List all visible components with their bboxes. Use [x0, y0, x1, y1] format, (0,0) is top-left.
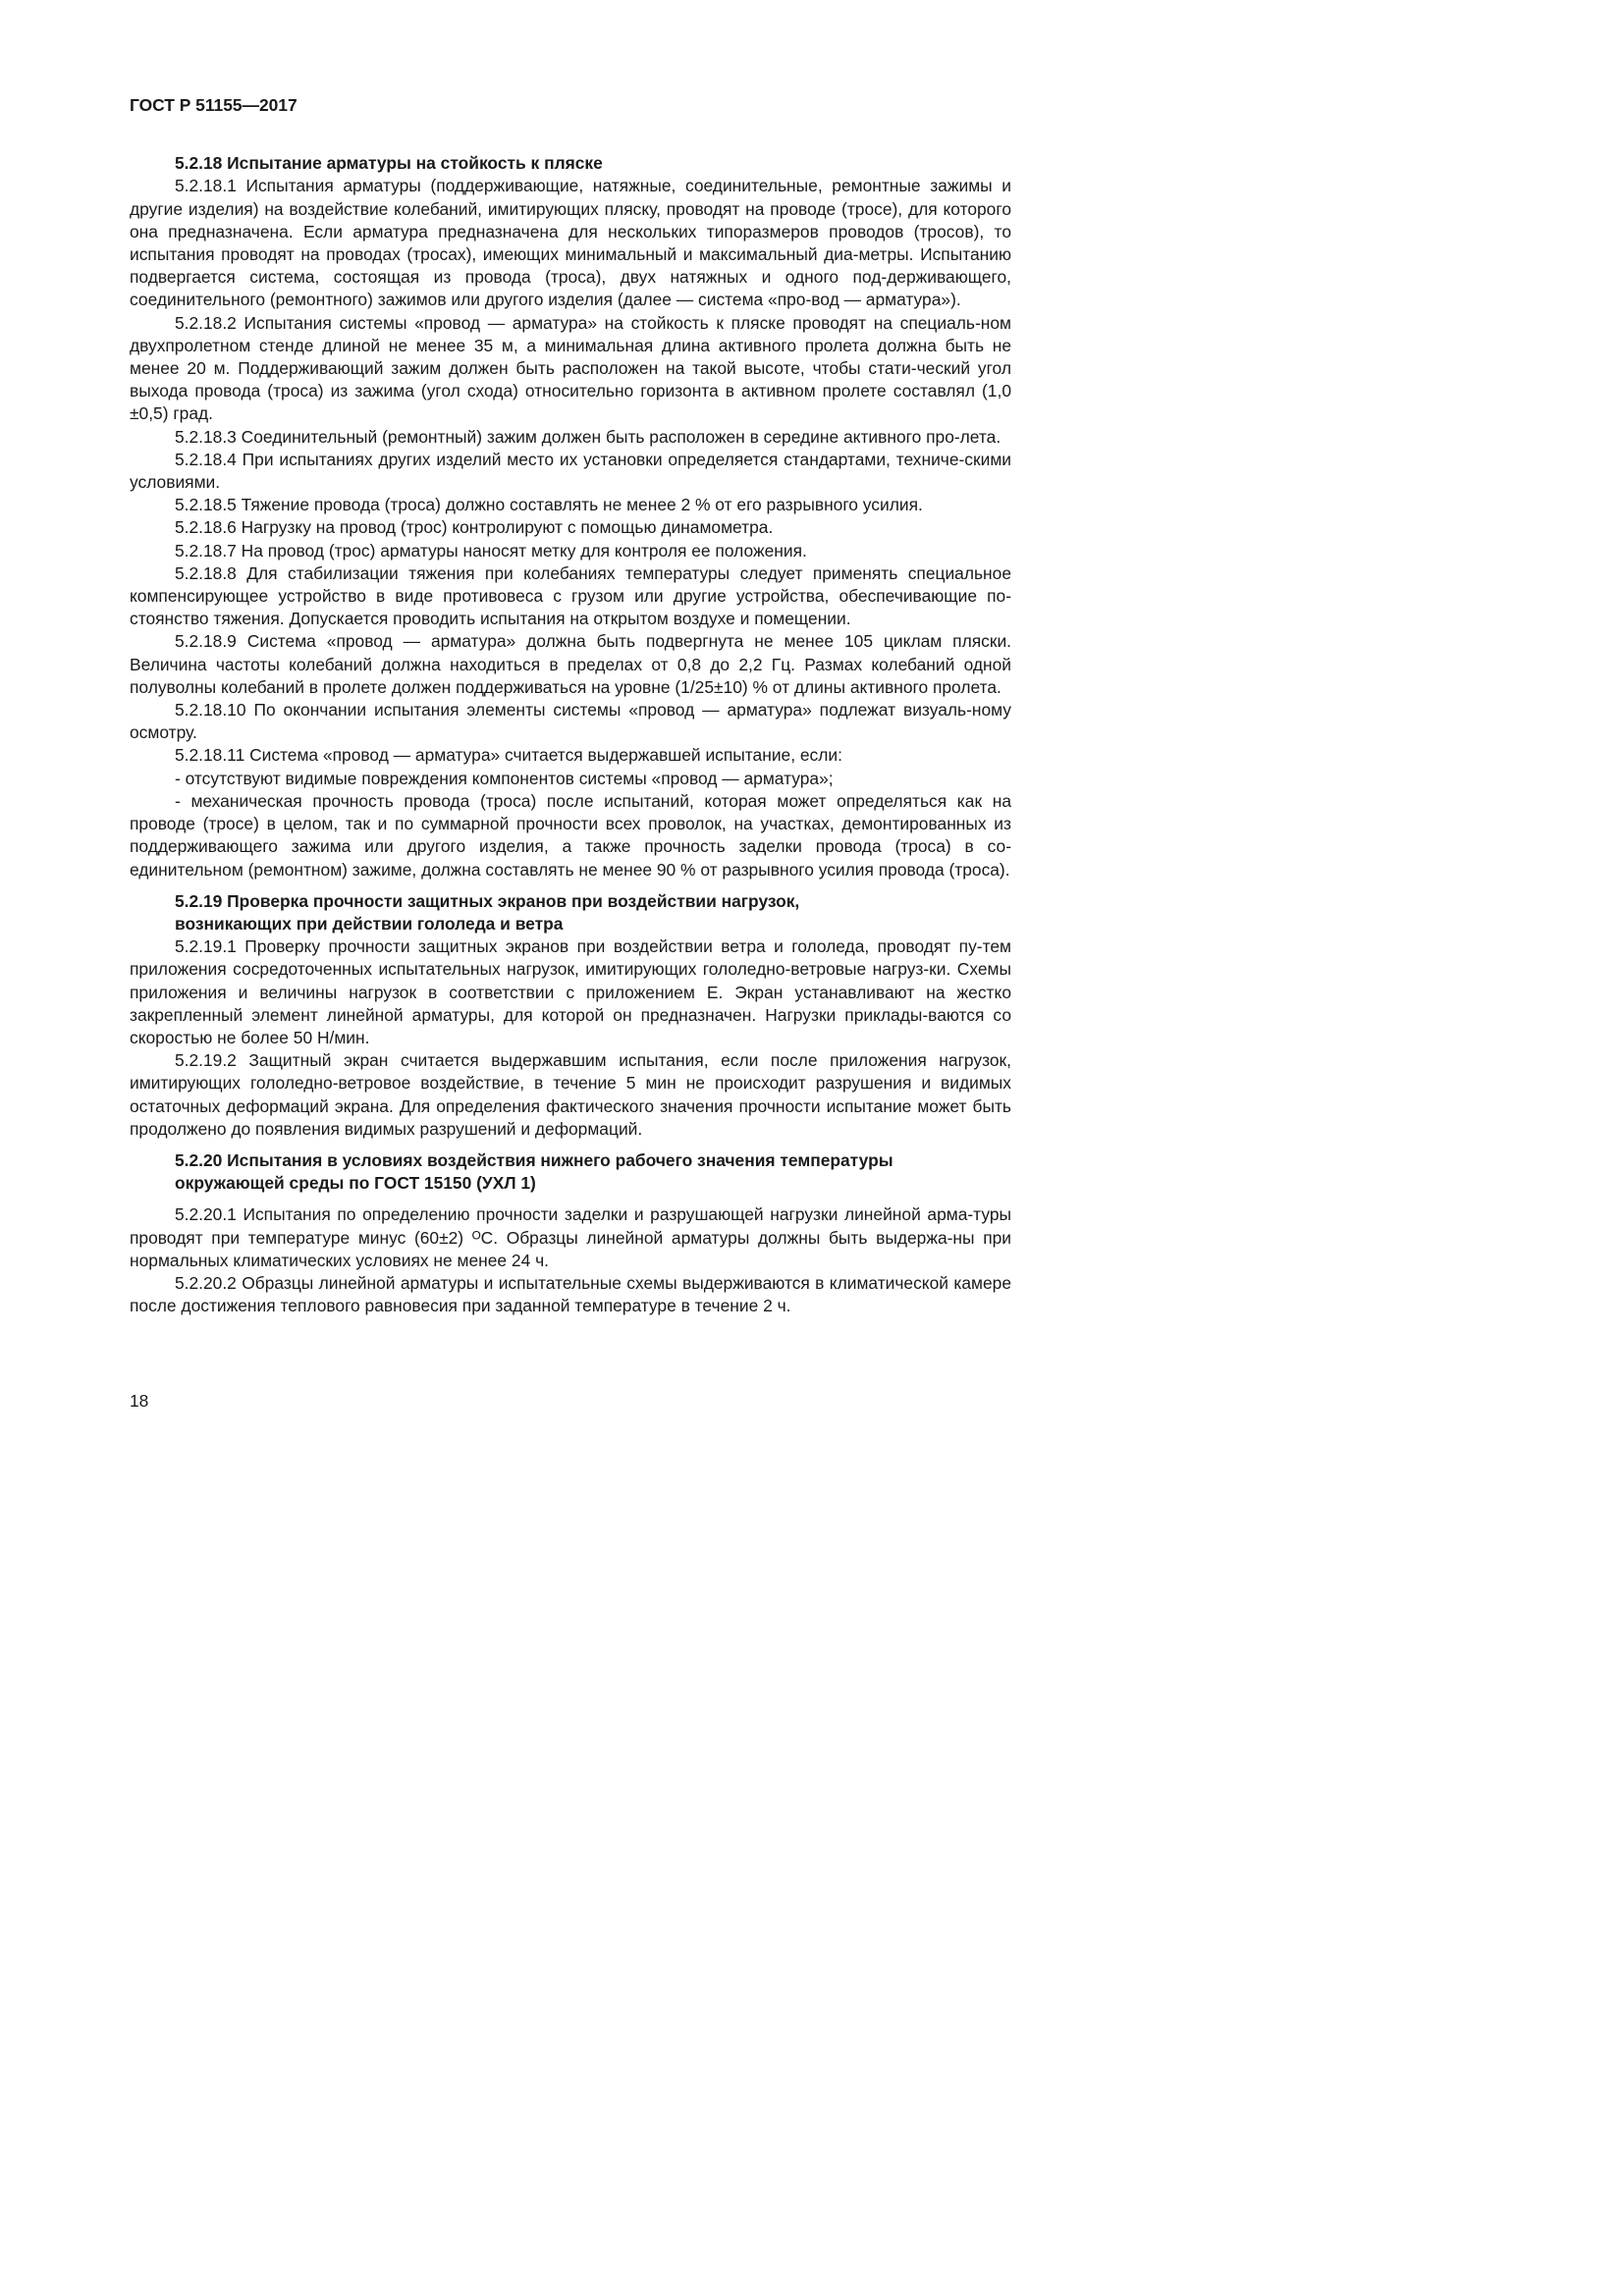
list-item: - отсутствуют видимые повреждения компонентов системы «провод — арматура»;	[175, 768, 834, 788]
paragraph: 5.2.18.10 По окончании испытания элементы системы «провод — арматура» подлежат визуаль-ному осмотру.	[130, 700, 1011, 743]
paragraph: 5.2.18.3 Соединительный (ремонтный) зажим должен быть расположен в середине активного про-лета.	[175, 426, 1001, 447]
paragraph: 5.2.18.4 При испытаниях других изделий место их установки определяется стандартами, техниче-скими условиями.	[130, 449, 1011, 493]
paragraph: 5.2.20.2 Образцы линейной арматуры и испытательные схемы выдерживаются в климатической камере после достижения теплового равновесия при заданной температуре в течение 2 ч.	[130, 1272, 1011, 1316]
section-5-2-20	[130, 1149, 1011, 1317]
paragraph: 5.2.19.1 Проверку прочности защитных экранов при воздействии ветра и гололеда, проводят пу-тем приложения сосредоточенных испытательных нагрузок, имитирующих гололедно-ветровые нагруз-ки. Схемы приложения и величины нагрузок в соответствии с приложением Е. Экран устанавливают на жестко закрепленный элемент линейной арматуры, для которой он предназначен. Нагрузки приклады-ваются со скоростью не более 50 Н/мин.	[130, 936, 1011, 1047]
document-page	[130, 94, 1011, 1317]
section-heading-line: окружающей среды по ГОСТ 15150 (УХЛ 1)	[175, 1173, 536, 1194]
document-id: ГОСТ Р 51155—2017	[130, 95, 298, 115]
paragraph: 5.2.18.2 Испытания системы «провод — арматура» на стойкость к пляске проводят на специаль-ном двухпролетном стенде длиной не менее 35 м, а минимальная длина активного пролета должна быть не менее 20 м. Поддерживающий зажим должен быть расположен на такой высоте, чтобы стати-ческий угол выхода провода (троса) из зажима (угол схода) относительно горизонта в активном пролете составлял (1,0 ±0,5) град.	[130, 312, 1011, 424]
section-5-2-18	[130, 152, 1011, 881]
paragraph: 5.2.18.6 Нагрузку на провод (трос) контролируют с помощью динамометра.	[175, 517, 774, 538]
section-heading-line: 5.2.19 Проверка прочности защитных экранов при воздействии нагрузок,	[175, 890, 800, 911]
section-heading-line: 5.2.20 Испытания в условиях воздействия нижнего рабочего значения температуры	[175, 1149, 893, 1170]
paragraph: 5.2.18.8 Для стабилизации тяжения при колебаниях температуры следует применять специальное компенсирующее устройство в виде противовеса с грузом или другие устройства, обеспечивающие по-стоянство тяжения. Допускается проводить испытания на открытом воздухе и помещении.	[130, 562, 1011, 629]
paragraph: 5.2.18.11 Система «провод — арматура» считается выдержавшей испытание, если:	[175, 745, 842, 766]
list-item: - механическая прочность провода (троса) после испытаний, которая может определяться как на проводе (тросе) в целом, так и по суммарной прочности всех проволок, на участках, демонтированных из поддерживающего зажима или другого изделия, а также прочность заделки провода (троса) в со-единительном (ремонтном) зажиме, должна составлять не менее 90 % от разрывного усилия провода (троса).	[130, 790, 1011, 880]
section-heading: 5.2.18 Испытание арматуры на стойкость к пляске	[175, 153, 603, 174]
paragraph: 5.2.19.2 Защитный экран считается выдержавшим испытания, если после приложения нагрузок, имитирующих гололедно-ветровое воздействие, в течение 5 мин не происходит разрушения и видимых остаточных деформаций экрана. Для определения фактического значения прочности испытание может быть продолжено до появления видимых разрушений и деформаций.	[130, 1050, 1011, 1139]
paragraph: 5.2.20.1 Испытания по определению прочности заделки и разрушающей нагрузки линейной арма-туры проводят при температуре минус (60±2) ᴼС. Образцы линейной арматуры должны быть выдержа-ны при нормальных климатических условиях не менее 24 ч.	[130, 1204, 1011, 1270]
paragraph: 5.2.18.9 Система «провод — арматура» должна быть подвергнута не менее 105 циклам пляски. Величина частоты колебаний должна находиться в пределах от 0,8 до 2,2 Гц. Размах колебаний одной полуволны колебаний в пролете должен поддерживаться на уровне (1/25±10) % от длины активного пролета.	[130, 631, 1011, 697]
section-5-2-19	[130, 890, 1011, 1141]
section-heading-line: возникающих при действии гололеда и ветра	[175, 913, 564, 934]
paragraph: 5.2.18.7 На провод (трос) арматуры наносят метку для контроля ее положения.	[175, 540, 807, 561]
paragraph: 5.2.18.5 Тяжение провода (троса) должно составлять не менее 2 % от его разрывного усилия.	[175, 495, 923, 515]
paragraph: 5.2.18.1 Испытания арматуры (поддерживающие, натяжные, соединительные, ремонтные зажимы и другие изделия) на воздействие колебаний, имитирующих пляску, проводят на проводе (тросе), для которого она предназначена. Если арматура предназначена для нескольких типоразмеров проводов (тросов), то испытания проводят на проводах (тросах), имеющих минимальный и максимальный диа-метры. Испытанию подвергается система, состоящая из провода (троса), двух натяжных и одного под-держивающего, соединительного (ремонтного) зажимов или другого изделия (далее — система «про-вод — арматура»).	[130, 176, 1011, 310]
page-number: 18	[130, 1391, 149, 1411]
